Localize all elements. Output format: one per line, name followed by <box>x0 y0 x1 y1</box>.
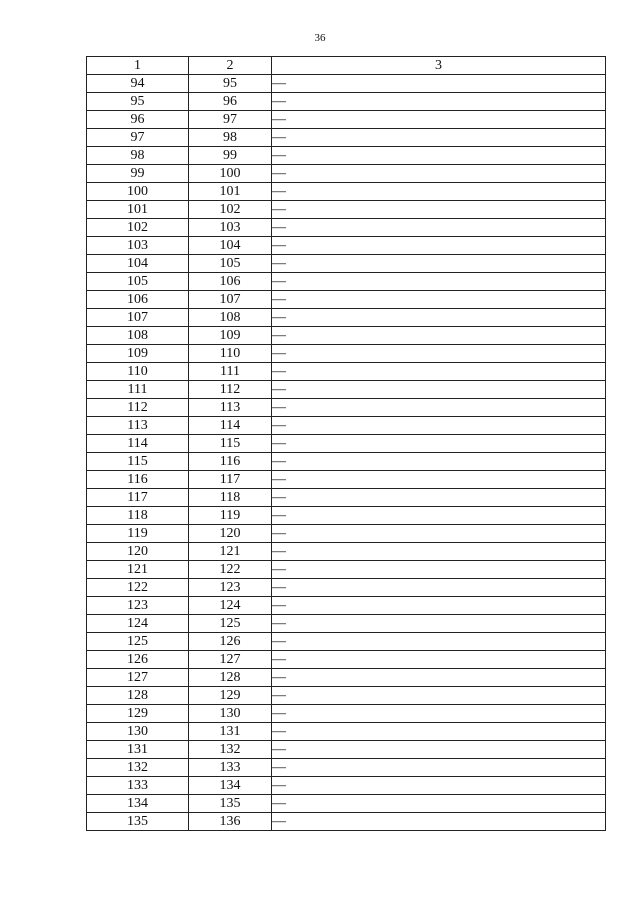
table-cell-col3: — <box>272 687 606 705</box>
table-cell-col3: — <box>272 813 606 831</box>
table-cell-col1: 111 <box>87 381 189 399</box>
table-cell-col2: 108 <box>189 309 272 327</box>
table-cell-col2: 103 <box>189 219 272 237</box>
table-cell-col1: 115 <box>87 453 189 471</box>
table-cell-col1: 114 <box>87 435 189 453</box>
table-row <box>87 183 606 201</box>
data-table <box>86 56 606 831</box>
table-cell-col3: — <box>272 759 606 777</box>
table-row <box>87 363 606 381</box>
table-cell-col1: 104 <box>87 255 189 273</box>
table-cell-col3: — <box>272 741 606 759</box>
table-row <box>87 381 606 399</box>
table-cell-col3: — <box>272 381 606 399</box>
table-row <box>87 705 606 723</box>
table-row <box>87 507 606 525</box>
table-cell-col2: 131 <box>189 723 272 741</box>
table-row <box>87 255 606 273</box>
table-cell-col2: 105 <box>189 255 272 273</box>
table-cell-col1: 129 <box>87 705 189 723</box>
table-cell-col2: 128 <box>189 669 272 687</box>
table-row <box>87 543 606 561</box>
table-row <box>87 201 606 219</box>
table-cell-col1: 98 <box>87 147 189 165</box>
table-cell-col3: — <box>272 129 606 147</box>
table-cell-col3: — <box>272 453 606 471</box>
table-cell-col2: 110 <box>189 345 272 363</box>
table-cell-col3: — <box>272 291 606 309</box>
table-row <box>87 579 606 597</box>
table-cell-col3: — <box>272 273 606 291</box>
table-cell-col2: 107 <box>189 291 272 309</box>
table-cell-col2: 96 <box>189 93 272 111</box>
table-cell-col3: — <box>272 723 606 741</box>
table-row <box>87 165 606 183</box>
table-cell-col3: — <box>272 345 606 363</box>
table-cell-col1: 121 <box>87 561 189 579</box>
table-cell-col3: — <box>272 201 606 219</box>
table-cell-col1: 134 <box>87 795 189 813</box>
table-cell-col1: 105 <box>87 273 189 291</box>
table-cell-col2: 106 <box>189 273 272 291</box>
table-cell-col1: 124 <box>87 615 189 633</box>
table-cell-col2: 120 <box>189 525 272 543</box>
table-cell-col3: — <box>272 93 606 111</box>
column-header-2: 2 <box>189 57 272 75</box>
table-cell-col1: 130 <box>87 723 189 741</box>
table-cell-col1: 107 <box>87 309 189 327</box>
table-row <box>87 219 606 237</box>
table-cell-col3: — <box>272 219 606 237</box>
table-row <box>87 597 606 615</box>
table-cell-col1: 127 <box>87 669 189 687</box>
table-cell-col1: 96 <box>87 111 189 129</box>
table-cell-col3: — <box>272 525 606 543</box>
table-cell-col1: 122 <box>87 579 189 597</box>
table-row <box>87 813 606 831</box>
table-row <box>87 777 606 795</box>
table-cell-col1: 100 <box>87 183 189 201</box>
table-cell-col2: 102 <box>189 201 272 219</box>
table-cell-col3: — <box>272 669 606 687</box>
table-cell-col2: 134 <box>189 777 272 795</box>
table-cell-col3: — <box>272 795 606 813</box>
table-cell-col3: — <box>272 327 606 345</box>
table-row <box>87 651 606 669</box>
table-cell-col2: 98 <box>189 129 272 147</box>
table-cell-col1: 95 <box>87 93 189 111</box>
table-row <box>87 759 606 777</box>
table-cell-col1: 99 <box>87 165 189 183</box>
table-cell-col3: — <box>272 309 606 327</box>
page-number: 36 <box>314 32 326 44</box>
table-cell-col1: 97 <box>87 129 189 147</box>
table-row <box>87 669 606 687</box>
table-cell-col2: 101 <box>189 183 272 201</box>
table-cell-col2: 130 <box>189 705 272 723</box>
table-cell-col3: — <box>272 777 606 795</box>
table-row <box>87 723 606 741</box>
table-cell-col3: — <box>272 651 606 669</box>
column-header-1: 1 <box>87 57 189 75</box>
table-cell-col3: — <box>272 507 606 525</box>
table-cell-col1: 118 <box>87 507 189 525</box>
table-cell-col1: 113 <box>87 417 189 435</box>
table-row <box>87 237 606 255</box>
table-cell-col2: 129 <box>189 687 272 705</box>
table-cell-col3: — <box>272 561 606 579</box>
table-row <box>87 111 606 129</box>
table-row <box>87 75 606 93</box>
table-cell-col3: — <box>272 165 606 183</box>
table-cell-col2: 124 <box>189 597 272 615</box>
table-cell-col2: 100 <box>189 165 272 183</box>
table-cell-col2: 97 <box>189 111 272 129</box>
table-cell-col1: 103 <box>87 237 189 255</box>
table-cell-col1: 125 <box>87 633 189 651</box>
table-row <box>87 327 606 345</box>
table-cell-col3: — <box>272 633 606 651</box>
table-cell-col2: 122 <box>189 561 272 579</box>
table-row <box>87 147 606 165</box>
table-row <box>87 309 606 327</box>
table-cell-col1: 112 <box>87 399 189 417</box>
table-cell-col3: — <box>272 183 606 201</box>
table-row <box>87 633 606 651</box>
table-cell-col2: 109 <box>189 327 272 345</box>
table-cell-col1: 110 <box>87 363 189 381</box>
table-cell-col1: 116 <box>87 471 189 489</box>
table-cell-col3: — <box>272 237 606 255</box>
table-cell-col1: 101 <box>87 201 189 219</box>
table-cell-col2: 114 <box>189 417 272 435</box>
table-cell-col3: — <box>272 363 606 381</box>
table-cell-col2: 126 <box>189 633 272 651</box>
table-cell-col2: 104 <box>189 237 272 255</box>
table-row <box>87 291 606 309</box>
table-cell-col2: 127 <box>189 651 272 669</box>
table-cell-col2: 99 <box>189 147 272 165</box>
table-cell-col1: 117 <box>87 489 189 507</box>
table-cell-col2: 136 <box>189 813 272 831</box>
table-cell-col3: — <box>272 543 606 561</box>
table-cell-col1: 128 <box>87 687 189 705</box>
table-row <box>87 489 606 507</box>
table-cell-col2: 115 <box>189 435 272 453</box>
table-cell-col1: 132 <box>87 759 189 777</box>
table-cell-col2: 112 <box>189 381 272 399</box>
table-cell-col2: 135 <box>189 795 272 813</box>
table-cell-col2: 123 <box>189 579 272 597</box>
table-cell-col3: — <box>272 489 606 507</box>
table-cell-col3: — <box>272 435 606 453</box>
table-cell-col2: 95 <box>189 75 272 93</box>
table-cell-col3: — <box>272 75 606 93</box>
table-cell-col2: 133 <box>189 759 272 777</box>
table-cell-col1: 123 <box>87 597 189 615</box>
table-cell-col1: 102 <box>87 219 189 237</box>
table-row <box>87 273 606 291</box>
table-cell-col1: 109 <box>87 345 189 363</box>
table-cell-col2: 132 <box>189 741 272 759</box>
table-row <box>87 615 606 633</box>
table-row <box>87 525 606 543</box>
table-row <box>87 129 606 147</box>
table-row <box>87 741 606 759</box>
table-cell-col2: 113 <box>189 399 272 417</box>
table-cell-col1: 106 <box>87 291 189 309</box>
table-cell-col2: 116 <box>189 453 272 471</box>
table-cell-col2: 119 <box>189 507 272 525</box>
table-cell-col3: — <box>272 579 606 597</box>
table-cell-col1: 120 <box>87 543 189 561</box>
table-cell-col3: — <box>272 615 606 633</box>
table-cell-col1: 94 <box>87 75 189 93</box>
table-cell-col3: — <box>272 597 606 615</box>
table-row <box>87 561 606 579</box>
table-cell-col3: — <box>272 471 606 489</box>
table-cell-col3: — <box>272 147 606 165</box>
table-cell-col3: — <box>272 399 606 417</box>
table-cell-col3: — <box>272 255 606 273</box>
table-row <box>87 435 606 453</box>
table-cell-col1: 133 <box>87 777 189 795</box>
column-header-3: 3 <box>272 57 606 75</box>
table-row <box>87 453 606 471</box>
table-row <box>87 795 606 813</box>
table-row <box>87 93 606 111</box>
table-row <box>87 399 606 417</box>
table-cell-col3: — <box>272 111 606 129</box>
table-header-row <box>87 57 606 75</box>
table-cell-col1: 131 <box>87 741 189 759</box>
table-cell-col2: 117 <box>189 471 272 489</box>
table-cell-col1: 135 <box>87 813 189 831</box>
table-row <box>87 417 606 435</box>
table-cell-col2: 121 <box>189 543 272 561</box>
table-cell-col2: 111 <box>189 363 272 381</box>
table-cell-col1: 108 <box>87 327 189 345</box>
table-row <box>87 687 606 705</box>
table-cell-col3: — <box>272 417 606 435</box>
table-cell-col3: — <box>272 705 606 723</box>
table-cell-col2: 118 <box>189 489 272 507</box>
table-cell-col1: 119 <box>87 525 189 543</box>
table-cell-col1: 126 <box>87 651 189 669</box>
table-row <box>87 471 606 489</box>
table-cell-col2: 125 <box>189 615 272 633</box>
table-row <box>87 345 606 363</box>
